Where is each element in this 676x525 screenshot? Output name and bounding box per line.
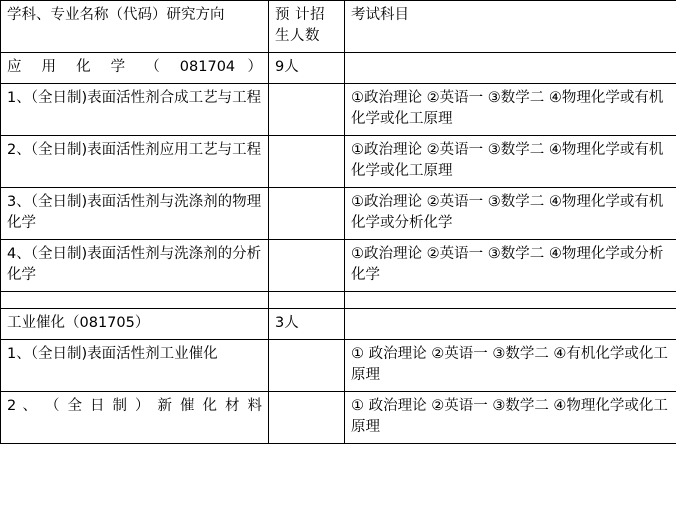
table-row [1, 53, 676, 84]
cell-subject: ①政治理论 ②英语一 ③数学二 ④物理化学或有机化学或化工原理 [345, 136, 676, 188]
table-row-spacer [1, 292, 676, 309]
cell-subject [345, 292, 676, 309]
table-body [1, 53, 676, 444]
cell-subject: ①政治理论 ②英语一 ③数学二 ④物理化学或分析化学 [345, 240, 676, 292]
table-row [1, 136, 676, 188]
cell-plan [269, 340, 345, 392]
table-row [1, 188, 676, 240]
table-row [1, 240, 676, 292]
cell-major: 应 用 化 学 （ 081704 ） [1, 53, 269, 84]
header-row [1, 1, 676, 53]
cell-subject: ① 政治理论 ②英语一 ③数学二 ④有机化学或化工原理 [345, 340, 676, 392]
cell-major: 4、（全日制)表面活性剂与洗涤剂的分析化学 [1, 240, 269, 292]
cell-plan: 3人 [269, 309, 345, 340]
cell-major: 1、（全日制)表面活性剂工业催化 [1, 340, 269, 392]
cell-subject: ①政治理论 ②英语一 ③数学二 ④物理化学或有机化学或化工原理 [345, 84, 676, 136]
table-row [1, 309, 676, 340]
cell-major: 2 、 （ 全 日 制 ） 新 催 化 材 料 [1, 392, 269, 444]
cell-plan [269, 240, 345, 292]
cell-major [1, 292, 269, 309]
table-header [1, 1, 676, 53]
cell-plan [269, 292, 345, 309]
cell-subject [345, 53, 676, 84]
table-row [1, 340, 676, 392]
cell-subject: ①政治理论 ②英语一 ③数学二 ④物理化学或有机化学或分析化学 [345, 188, 676, 240]
cell-plan [269, 188, 345, 240]
cell-major: 工业催化（081705） [1, 309, 269, 340]
cell-major: 2、（全日制)表面活性剂应用工艺与工程 [1, 136, 269, 188]
column-header-plan: 预 计招生人数 [269, 1, 345, 53]
table-row [1, 392, 676, 444]
cell-major: 3、（全日制)表面活性剂与洗涤剂的物理化学 [1, 188, 269, 240]
cell-plan [269, 84, 345, 136]
column-header-subject: 考试科目 [345, 1, 676, 53]
cell-plan [269, 136, 345, 188]
column-header-major: 学科、专业名称（代码）研究方向 [1, 1, 269, 53]
cell-plan: 9人 [269, 53, 345, 84]
cell-subject: ① 政治理论 ②英语一 ③数学二 ④物理化学或化工原理 [345, 392, 676, 444]
table-row [1, 84, 676, 136]
cell-plan [269, 392, 345, 444]
cell-subject [345, 309, 676, 340]
cell-major: 1、（全日制)表面活性剂合成工艺与工程 [1, 84, 269, 136]
